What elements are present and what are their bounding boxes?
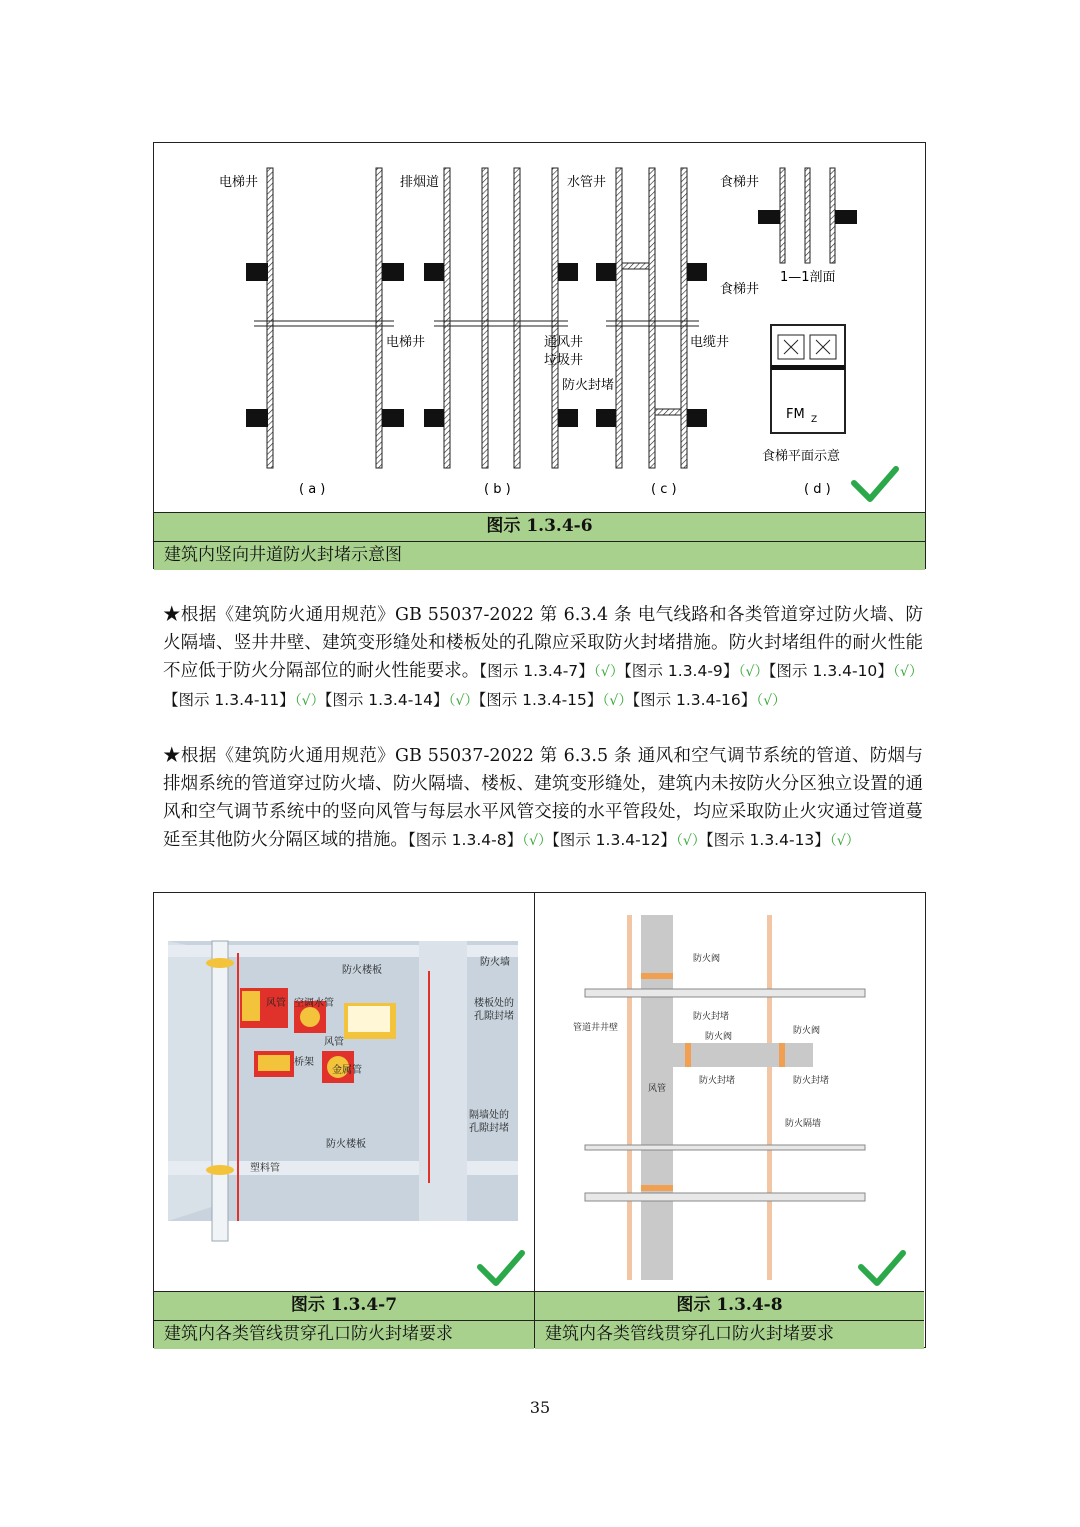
subfig-b: ( b ) <box>484 482 511 497</box>
label-partition-gap-1: 隔墙处的 <box>469 1110 509 1121</box>
figure-title: 图示 1.3.4-7 <box>290 1295 398 1315</box>
label-b-mid2: 垃圾井 <box>544 353 584 368</box>
label-seal-right: 防火封堵 <box>793 1076 830 1086</box>
label-damper-top: 防火阀 <box>693 954 721 964</box>
shaft-a-drawing <box>246 168 404 468</box>
label-a-mid: 电梯井 <box>386 335 426 350</box>
label-d-top: 食梯井 <box>720 175 760 190</box>
figure-1-3-4-6 <box>153 142 926 569</box>
label-d-section: 1—1剖面 <box>780 270 836 285</box>
label-partition: 防火隔墙 <box>785 1119 822 1129</box>
label-metal-pipe: 金属管 <box>332 1065 362 1076</box>
check-mark: （√） <box>756 693 787 709</box>
label-damper-right: 防火阀 <box>793 1026 821 1036</box>
figure-ref[interactable]: 【图示 1.3.4-11】 <box>163 691 295 709</box>
figure-caption-title-row <box>154 1291 534 1320</box>
check-mark: （√） <box>738 664 769 680</box>
label-partition-gap-2: 孔隙封堵 <box>469 1123 509 1134</box>
figure-ref[interactable]: 【图示 1.3.4-13】 <box>705 831 830 849</box>
check-icon <box>854 469 896 499</box>
check-mark: （√） <box>522 833 552 849</box>
figure-ref[interactable]: 【图示 1.3.4-10】 <box>768 662 893 680</box>
figure-caption-desc-row <box>154 541 925 570</box>
figure-title: 图示 1.3.4-8 <box>676 1295 783 1315</box>
figure-caption-title-row <box>535 1291 924 1320</box>
check-icon <box>861 1253 903 1283</box>
label-a-top: 电梯井 <box>219 175 259 190</box>
figure-ref[interactable]: 【图示 1.3.4-15】 <box>478 691 603 709</box>
label-damper-left: 防火阀 <box>705 1032 733 1042</box>
figure-1-3-4-7 <box>154 893 535 1347</box>
figure-title: 图示 1.3.4-6 <box>486 516 593 536</box>
label-floor-gap-1: 楼板处的 <box>474 998 514 1009</box>
label-ac-pipe: 空调水管 <box>294 998 334 1009</box>
label-d-mid: 食梯井 <box>720 282 760 297</box>
figure-ref[interactable]: 【图示 1.3.4-12】 <box>552 831 676 849</box>
label-fire-wall: 防火墙 <box>480 957 510 968</box>
label-fire-floor-bottom: 防火楼板 <box>326 1139 366 1150</box>
shaft-b-drawing <box>424 168 578 468</box>
check-mark: （√） <box>675 833 706 849</box>
label-c-seal: 防火封堵 <box>562 378 615 393</box>
figure-caption-title-row <box>154 512 925 541</box>
label-shaft-wall: 管道井井壁 <box>573 1023 619 1033</box>
label-plastic-pipe: 塑料管 <box>250 1163 280 1174</box>
shaft-seal-diagram <box>154 143 924 512</box>
shaft-c-drawing <box>596 168 707 468</box>
clause-6-3-5-paragraph <box>163 742 923 855</box>
duct-fire-damper-diagram <box>535 893 924 1291</box>
clause-6-3-4-paragraph <box>163 601 923 715</box>
label-duct-2: 风管 <box>324 1037 344 1048</box>
label-d-plan: 食梯平面示意 <box>762 449 841 464</box>
label-seal-top: 防火封堵 <box>693 1012 730 1022</box>
label-d-fm: FM <box>786 407 805 422</box>
shaft-d-drawing <box>758 168 857 433</box>
subfig-a: ( a ) <box>299 482 326 497</box>
figure-caption-desc-row <box>154 1320 534 1349</box>
label-duct-1: 风管 <box>266 998 286 1009</box>
figure-ref[interactable]: 【图示 1.3.4-7】 <box>479 662 594 680</box>
label-cable-tray: 桥架 <box>294 1057 314 1068</box>
figure-table-7-8 <box>153 892 926 1348</box>
label-b-mid1: 通风井 <box>544 335 584 350</box>
check-mark: （√） <box>294 693 325 709</box>
check-mark: （√） <box>448 693 479 709</box>
label-b-top: 排烟道 <box>400 175 440 190</box>
check-mark: （√） <box>602 693 633 709</box>
subfig-c: ( c ) <box>651 482 677 497</box>
check-icon <box>480 1253 522 1283</box>
figure-description: 建筑内各类管线贯穿孔口防火封堵要求 <box>164 1324 453 1344</box>
figure-ref[interactable]: 【图示 1.3.4-8】 <box>408 831 523 849</box>
clause-text: ★根据《建筑防火通用规范》GB 55037-2022 第 6.3.5 条 通风和空气调节系统的管道、防烟与排烟系统的管道穿过防火墙、防火隔墙、楼板、建筑变形缝处，建筑内未按防火分区独立设置的通风和空气调节系统中的竖向风管与每层水平风管交接的水平管段处，均应采取防止火灾通过管道蔓延至其他防火分隔区域的措施。 <box>163 746 923 850</box>
figure-caption-desc-row <box>535 1320 924 1349</box>
check-mark: （√） <box>829 833 860 849</box>
label-c-top: 水管井 <box>567 175 607 190</box>
label-c-mid: 电缆井 <box>690 335 730 350</box>
figure-ref[interactable]: 【图示 1.3.4-9】 <box>623 662 739 680</box>
figure-description: 建筑内竖向井道防火封堵示意图 <box>164 545 402 565</box>
figure-1-3-4-8 <box>535 893 924 1347</box>
label-seal-left: 防火封堵 <box>699 1076 736 1086</box>
check-mark: （√） <box>593 664 624 680</box>
label-duct: 风管 <box>648 1084 667 1094</box>
figure-description: 建筑内各类管线贯穿孔口防火封堵要求 <box>545 1324 834 1344</box>
page-number: 35 <box>529 1398 551 1417</box>
pipe-penetration-3d-illustration <box>154 893 534 1291</box>
check-mark: （√） <box>892 664 924 680</box>
label-fire-floor-top: 防火楼板 <box>342 965 382 976</box>
label-d-fm-sub: Z <box>811 415 818 425</box>
subfig-d: ( d ) <box>804 482 831 497</box>
figure-ref[interactable]: 【图示 1.3.4-14】 <box>324 691 449 709</box>
figure-ref[interactable]: 【图示 1.3.4-16】 <box>632 691 757 709</box>
label-floor-gap-2: 孔隙封堵 <box>474 1011 514 1022</box>
clause-text: ★根据《建筑防火通用规范》GB 55037-2022 第 6.3.4 条 电气线路和各类管道穿过防火墙、防火隔墙、竖井井壁、建筑变形缝处和楼板处的孔隙应采取防火封堵措施。防火封堵组件的耐火性能不应低于防火分隔部位的耐火性能要求。 <box>163 605 923 681</box>
